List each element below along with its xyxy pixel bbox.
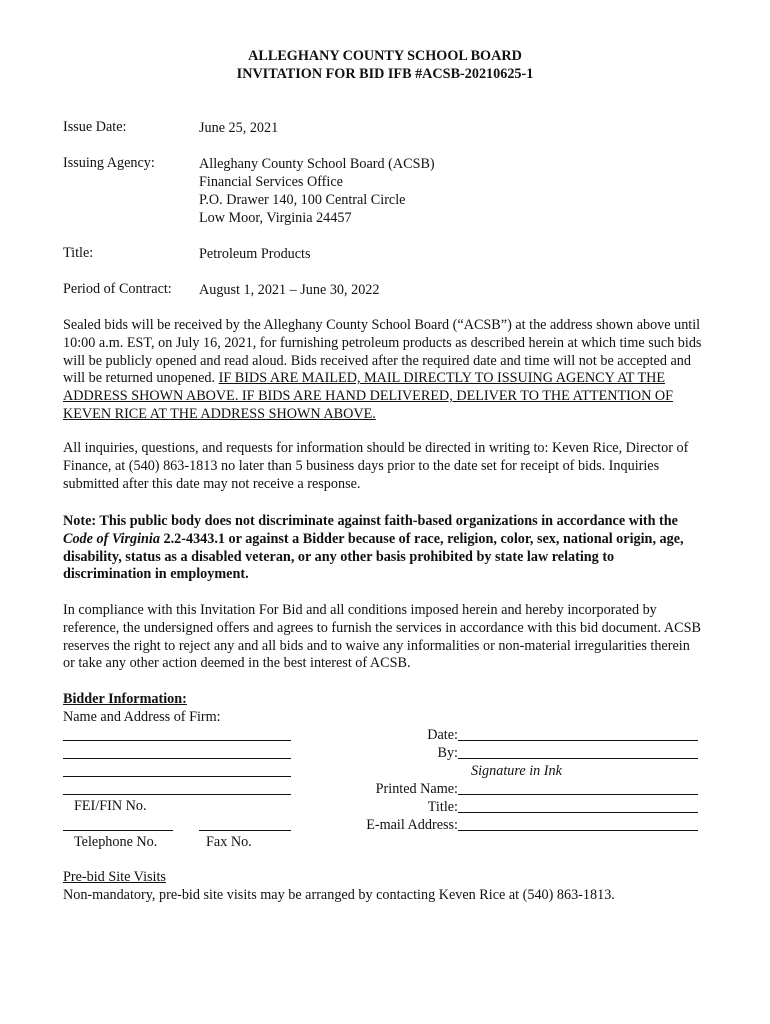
printed-name-line[interactable] bbox=[458, 794, 698, 795]
firm-line-2[interactable] bbox=[63, 758, 291, 759]
name-address-label: Name and Address of Firm: bbox=[63, 709, 221, 725]
signature-in-ink-caption: Signature in Ink bbox=[471, 763, 562, 779]
note-text-a: Note: This public body does not discriminate against faith-based organizations in accordance with the bbox=[63, 513, 678, 529]
agency-line: Alleghany County School Board (ACSB) bbox=[199, 156, 435, 172]
agency-line: Low Moor, Virginia 24457 bbox=[199, 210, 352, 226]
firm-line-3[interactable] bbox=[63, 776, 291, 777]
sealed-bids-text: Sealed bids will be received by the Alleghany County School Board (“ACSB”) at the address shown above until 10:00 a.m. EST, on July 16, 2021, for furnishing petroleum products as described herein at which time such bids will be publicly opened and read aloud. Bids received after the required date and time will not be accepted and will be returned unopened. bbox=[63, 317, 702, 387]
title-line[interactable] bbox=[458, 812, 698, 813]
firm-line-1[interactable] bbox=[63, 740, 291, 741]
nondiscrimination-note bbox=[63, 513, 703, 584]
note-code-of-virginia: Code of Virginia bbox=[63, 530, 160, 547]
prebid-heading: Pre-bid Site Visits bbox=[63, 869, 166, 885]
document-heading-line-2: INVITATION FOR BID IFB #ACSB-20210625-1 bbox=[236, 66, 534, 82]
sealed-bids-paragraph bbox=[63, 317, 703, 424]
compliance-paragraph: In compliance with this Invitation For Bid and all conditions imposed herein and hereby incorporated by reference, the undersigned offers and agrees to furnish the services in accordance with this bid document. ACSB reserves the right to reject any and all bids and to waive any informalities or non-material irregularities therein or take any other action deemed in the best interest of ACSB. bbox=[63, 602, 701, 672]
title-label: Title: bbox=[63, 245, 94, 261]
title-value: Petroleum Products bbox=[199, 246, 311, 262]
telephone-label: Telephone No. bbox=[74, 834, 158, 850]
fax-line[interactable] bbox=[199, 830, 291, 831]
note-text-b: 2.2-4343.1 or against a Bidder because of race, religion, color, sex, national origin, age, disability, status as a disabled veteran, or any other basis prohibited by state law relating to discrimination in employment. bbox=[63, 530, 684, 583]
prebid-text: Non-mandatory, pre-bid site visits may be arranged by contacting Keven Rice at (540) 863-1813. bbox=[63, 887, 615, 903]
issue-date-value: June 25, 2021 bbox=[199, 120, 279, 136]
document-heading-line-1: ALLEGHANY COUNTY SCHOOL BOARD bbox=[248, 48, 522, 64]
agency-line: P.O. Drawer 140, 100 Central Circle bbox=[199, 192, 406, 208]
date-label: Date: bbox=[427, 727, 458, 743]
fax-label: Fax No. bbox=[206, 834, 252, 850]
issue-date-label: Issue Date: bbox=[63, 119, 127, 135]
printed-name-label: Printed Name: bbox=[375, 781, 458, 797]
by-label: By: bbox=[437, 745, 458, 761]
firm-line-4[interactable] bbox=[63, 794, 291, 795]
telephone-line[interactable] bbox=[63, 830, 173, 831]
signature-line[interactable] bbox=[458, 758, 698, 759]
email-label: E-mail Address: bbox=[366, 817, 458, 833]
period-value: August 1, 2021 – June 30, 2022 bbox=[199, 282, 380, 298]
date-line[interactable] bbox=[458, 740, 698, 741]
inquiries-paragraph: All inquiries, questions, and requests for information should be directed in writing to: Keven Rice, Director of Finance, at (540) 863-1813 no later than 5 business days prior to the date set for receipt of bids. Inquiries submitted after this date may not receive a response. bbox=[63, 440, 689, 492]
issuing-agency-address bbox=[199, 155, 435, 227]
fein-label: FEI/FIN No. bbox=[74, 798, 147, 814]
email-line[interactable] bbox=[458, 830, 698, 831]
period-label: Period of Contract: bbox=[63, 281, 172, 297]
agency-line: Financial Services Office bbox=[199, 174, 343, 190]
issuing-agency-label: Issuing Agency: bbox=[63, 155, 155, 171]
title-field-label: Title: bbox=[427, 799, 458, 815]
mailing-instructions: IF BIDS ARE MAILED, MAIL DIRECTLY TO ISSUING AGENCY AT THE ADDRESS SHOWN ABOVE. IF BIDS ARE HAND DELIVERED, DELIVER TO THE ATTENTION OF KEVEN RICE AT THE ADDRESS SHOWN ABOVE. bbox=[63, 370, 674, 422]
bidder-information-heading: Bidder Information: bbox=[63, 691, 187, 707]
